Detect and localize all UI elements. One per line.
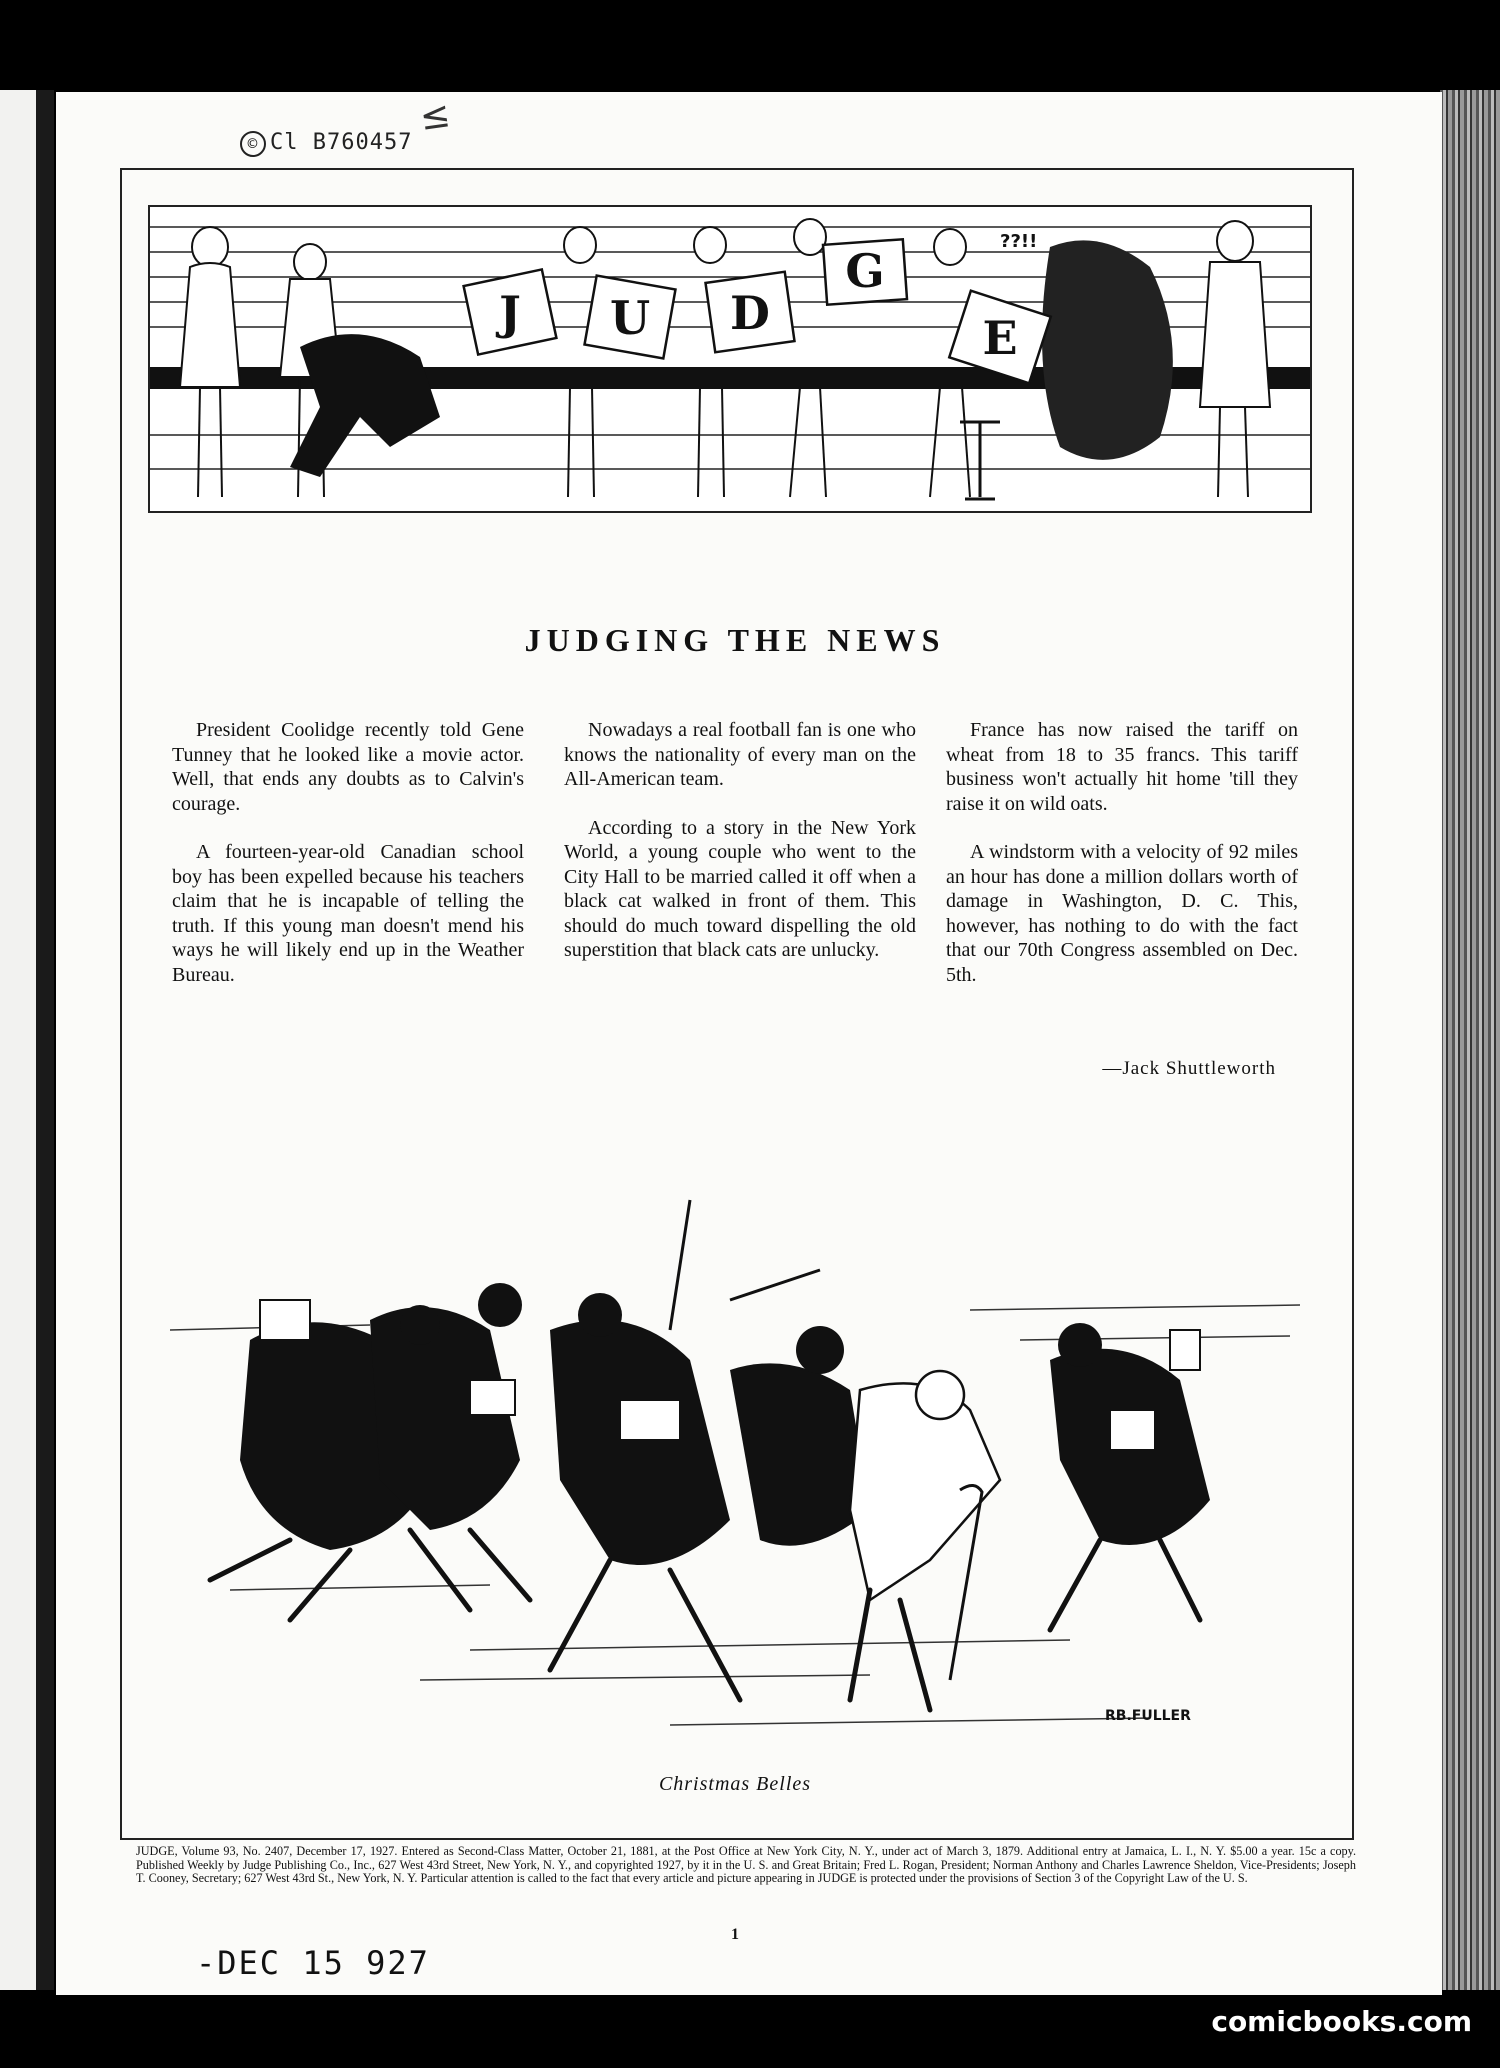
publication-notice: JUDGE, Volume 93, No. 2407, December 17, 1927. Entered as Second-Class Matter, October 21, 1881, at the Post Office at New York City, N. Y., under act of March 3, 1879. Additional entry at Jamaica, L. I., N. Y. $5.00 a year. 15c a copy. Published Weekly by Judge Publishing Co., Inc., 627 West 43rd Street, New York, N. Y., and copyrighted 1927, by it in the U. S. and Great Britain; Fred L. Rogan, President; Norman Anthony and Charles Lawrence Sheldon, Vice-Presidents; Joseph T. Cooney, Secretary; 627 West 43rd St., New York, N. Y. Particular attention is called to the fact that every article and picture appearing in JUDGE is protected under the provisions of Section 3 of the Copyright Law of the U. S. bbox=[136, 1844, 1356, 1885]
news-column bbox=[564, 718, 916, 987]
masthead-letter: U bbox=[609, 291, 651, 345]
running-legs bbox=[210, 1530, 1200, 1710]
masthead-cartoon bbox=[148, 205, 1312, 513]
binding-gutter bbox=[36, 90, 54, 1990]
copyright-stamp bbox=[240, 130, 412, 157]
author-byline: —Jack Shuttleworth bbox=[1102, 1058, 1276, 1079]
masthead-letter: J bbox=[499, 286, 521, 340]
shopper-crowd bbox=[240, 1283, 1210, 1565]
page-stack-edge bbox=[1440, 90, 1500, 1990]
news-item: A fourteen-year-old Canadian school boy has been expelled because his teachers claim that he is incapable of telling the truth. If this young man doesn't mend his ways he will likely end up in the Weather Bureau. bbox=[172, 841, 524, 986]
fleeing-man bbox=[850, 1383, 1000, 1600]
crowd-drawing bbox=[170, 1180, 1310, 1750]
illustration-caption: Christmas Belles bbox=[658, 1773, 812, 1795]
artist-signature: RB.FULLER bbox=[1105, 1708, 1191, 1724]
man-head bbox=[916, 1371, 964, 1419]
page-number: 1 bbox=[731, 1926, 739, 1943]
raised-arm bbox=[670, 1200, 690, 1330]
masthead-letter: E bbox=[982, 311, 1018, 365]
news-column bbox=[946, 718, 1298, 1011]
stout-figure bbox=[1042, 240, 1173, 460]
news-item: President Coolidge recently told Gene Tunney that he looked like a movie actor. Well, that ends any doubts as to Calvin's courage. bbox=[172, 719, 524, 815]
received-date-stamp: -DEC 15 927 bbox=[196, 1944, 430, 1982]
dark-coat-figure bbox=[290, 334, 440, 477]
news-item: A windstorm with a velocity of 92 miles an hour has done a million dollars worth of damage in Washington, D. C. This, however, has nothing to do with the fact that our 70th Congress assembled on Dec. 5th. bbox=[946, 841, 1298, 986]
copyright-number: Cl B760457 bbox=[270, 130, 413, 155]
page-title: JUDGING THE NEWS bbox=[524, 622, 946, 658]
exclamation-text: ??!! bbox=[1000, 231, 1038, 252]
news-item: Nowadays a real football fan is one who knows the nationality of every man on the All-American team. bbox=[564, 719, 916, 790]
news-item: France has now raised the tariff on wheat from 18 to 35 francs. This tariff business won't actually hit home 'till they raise it on wild oats. bbox=[946, 719, 1298, 815]
cartoon-illustration bbox=[170, 1180, 1310, 1750]
masthead-drawing bbox=[150, 207, 1310, 511]
news-column bbox=[172, 718, 524, 1011]
news-item: According to a story in the New York World, a young couple who went to the City Hall to be married called it off when a black cat walked in front of them. This should do much toward dispelling the old superstition that black cats are unlucky. bbox=[564, 816, 916, 961]
copyright-symbol: © bbox=[240, 131, 266, 157]
masthead-letter: D bbox=[730, 286, 770, 340]
masthead-letter: G bbox=[845, 244, 885, 298]
handwritten-mark: ≤ bbox=[417, 94, 453, 139]
outstretched-arm bbox=[730, 1270, 820, 1300]
site-watermark: comicbooks.com bbox=[1211, 2005, 1472, 2038]
